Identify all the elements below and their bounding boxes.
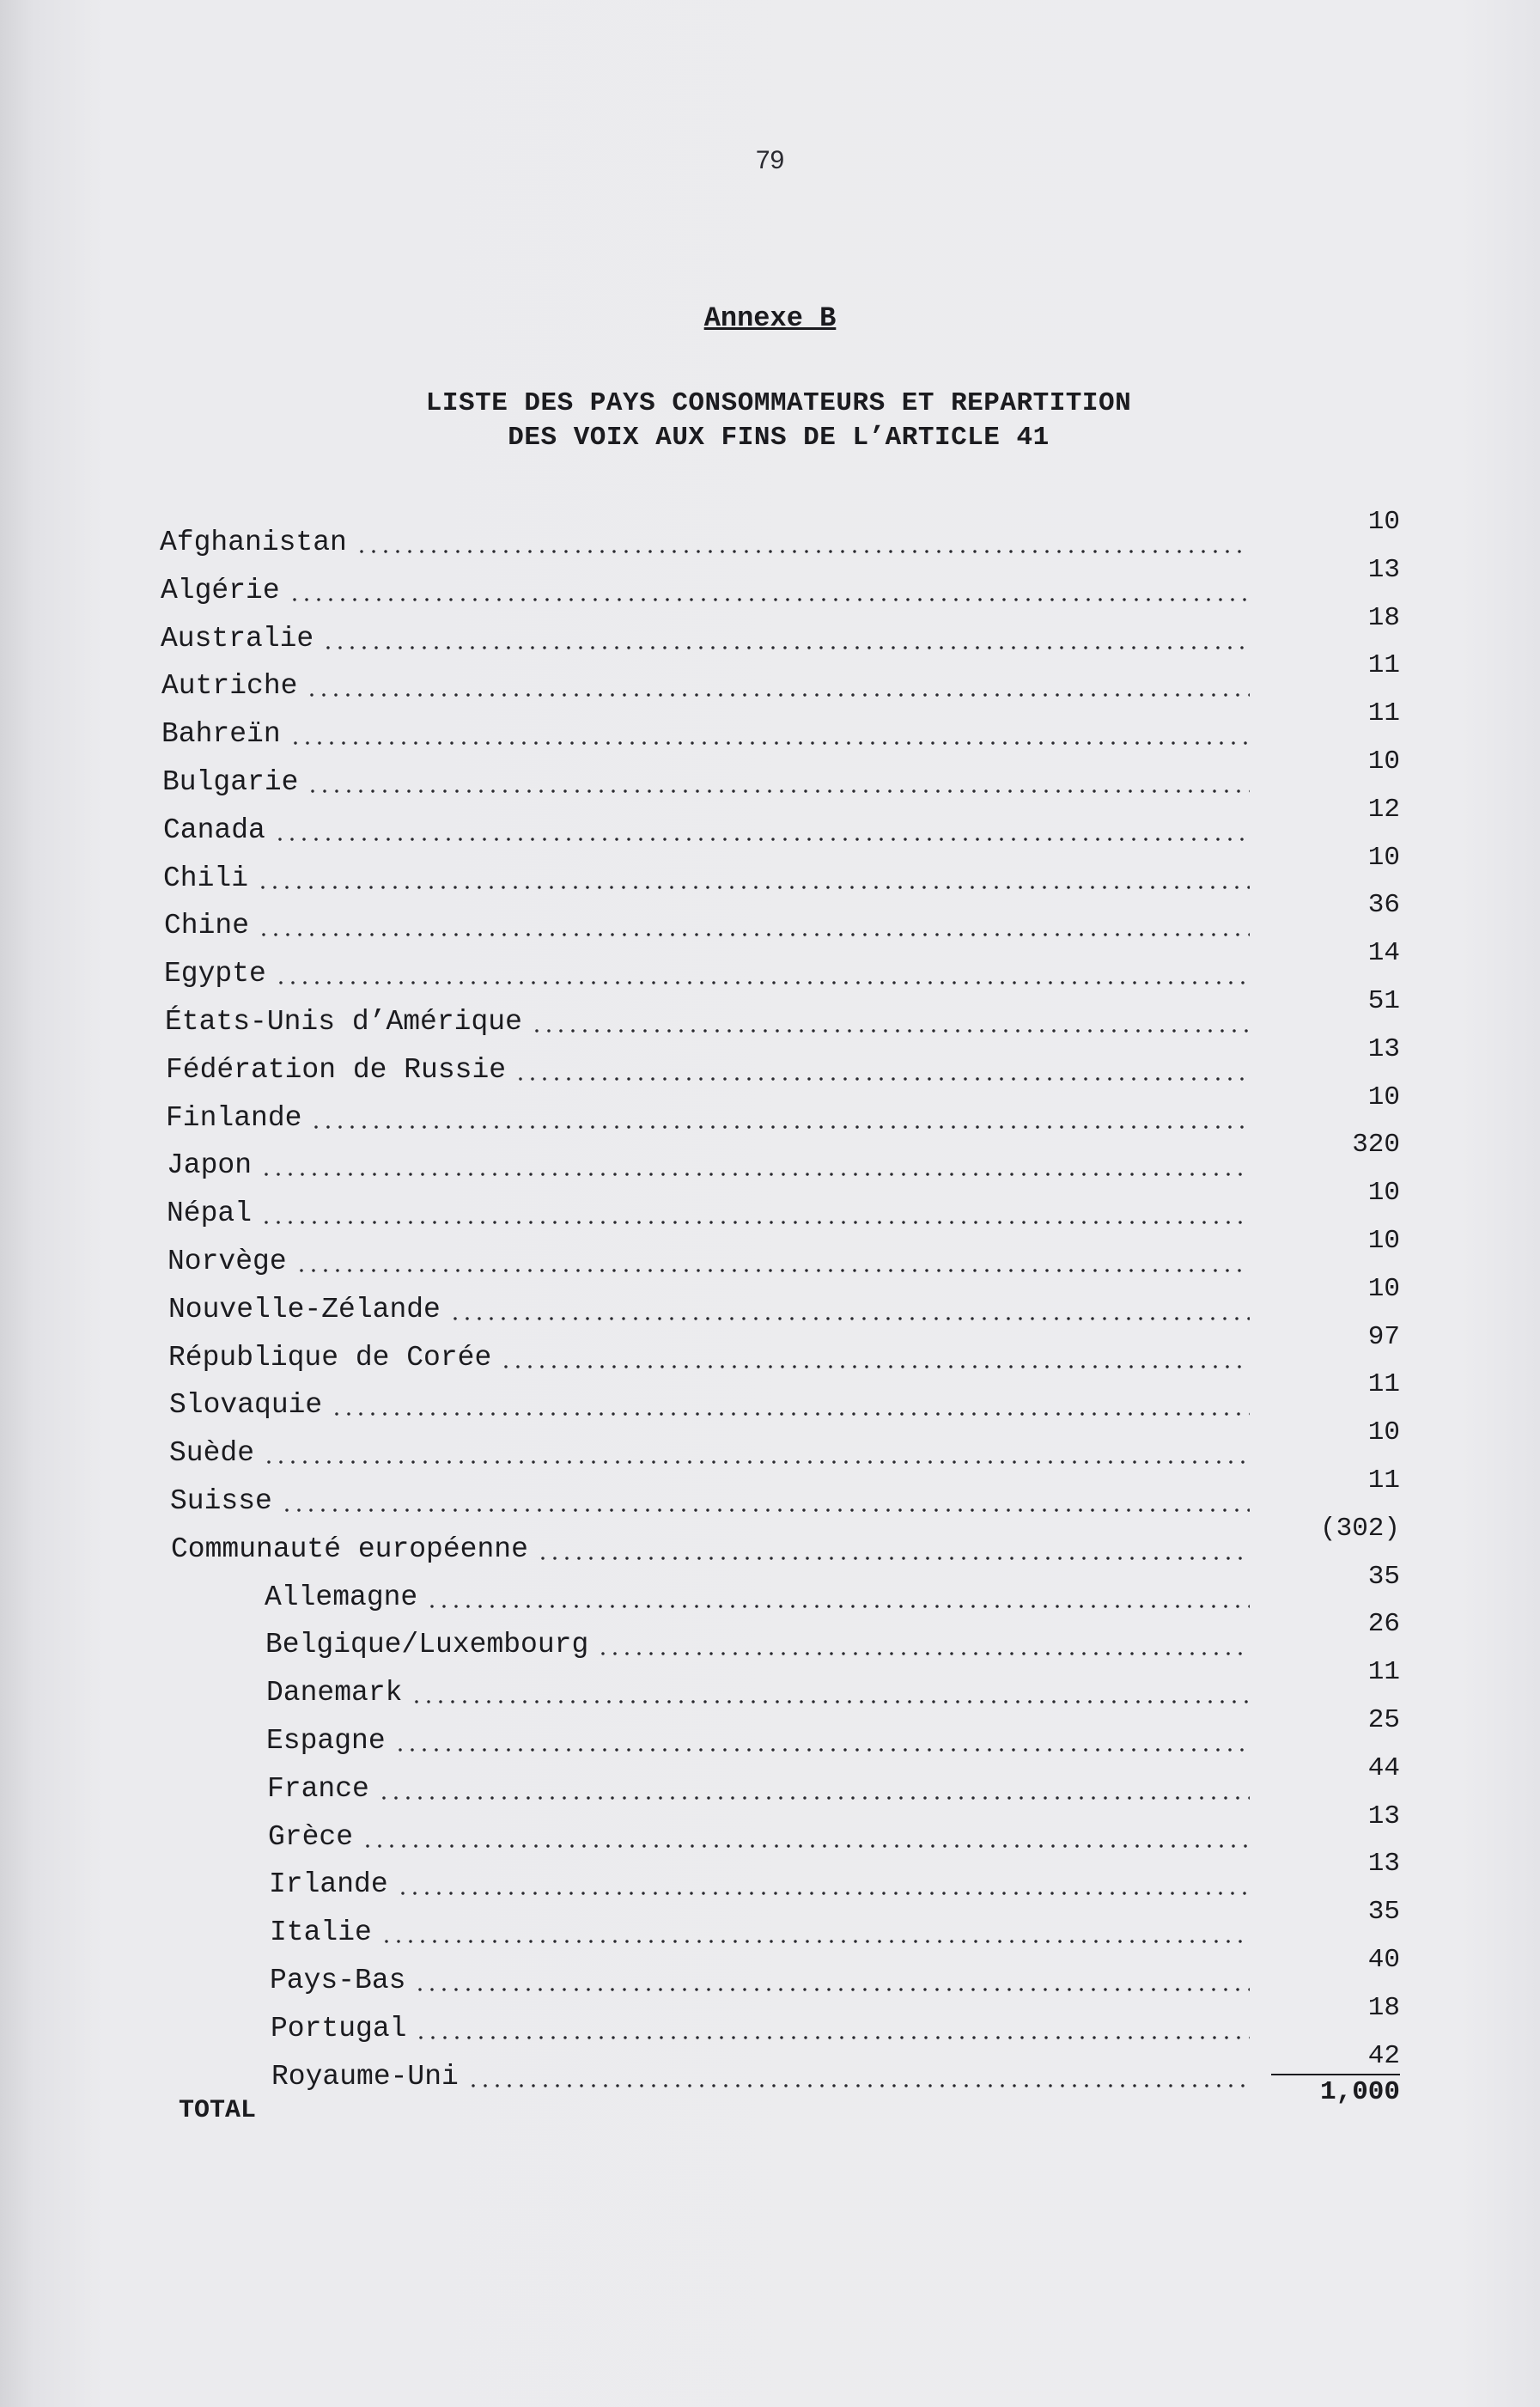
country-votes: 10 bbox=[1367, 1273, 1400, 1304]
ec-member-name: Portugal bbox=[271, 2012, 407, 2044]
country-row bbox=[166, 1051, 1250, 1089]
ec-member-row bbox=[268, 1819, 1250, 1856]
ec-member-name: Grèce bbox=[268, 1820, 354, 1853]
country-votes: 11 bbox=[1367, 650, 1400, 681]
ec-member-row bbox=[265, 1626, 1250, 1664]
leader-dots bbox=[260, 1147, 1250, 1185]
country-name: Bulgarie bbox=[162, 766, 299, 798]
country-row bbox=[161, 716, 1250, 753]
country-votes: 11 bbox=[1367, 1369, 1400, 1400]
country-votes: 13 bbox=[1367, 1033, 1400, 1064]
country-votes: 320 bbox=[1352, 1130, 1400, 1161]
country-row bbox=[164, 907, 1250, 945]
ec-member-row bbox=[269, 1866, 1250, 1904]
country-name: Canada bbox=[163, 814, 265, 846]
country-votes: 97 bbox=[1367, 1321, 1400, 1352]
country-votes: 10 bbox=[1367, 746, 1400, 777]
ec-member-name: Danemark bbox=[266, 1677, 403, 1709]
ec-member-name: Belgique/Luxembourg bbox=[265, 1629, 589, 1661]
country-name: Autriche bbox=[161, 670, 298, 703]
country-row bbox=[164, 955, 1250, 993]
ec-member-row bbox=[270, 1914, 1250, 1952]
country-votes: 11 bbox=[1367, 1466, 1400, 1496]
ec-member-row bbox=[271, 2010, 1250, 2048]
country-name: Australie bbox=[161, 622, 314, 655]
leader-dots bbox=[331, 1386, 1250, 1424]
ec-member-name: Allemagne bbox=[265, 1581, 418, 1613]
ec-member-votes: 26 bbox=[1367, 1609, 1400, 1640]
country-row bbox=[166, 1100, 1250, 1137]
leader-dots bbox=[362, 1819, 1250, 1856]
country-name: Algérie bbox=[161, 574, 280, 606]
country-row bbox=[163, 812, 1250, 850]
country-row bbox=[167, 1243, 1250, 1281]
country-row bbox=[163, 860, 1250, 898]
country-name: Afghanistan bbox=[160, 527, 347, 558]
leader-dots bbox=[597, 1626, 1250, 1664]
country-votes: 13 bbox=[1367, 554, 1400, 585]
leader-dots bbox=[411, 1674, 1250, 1712]
country-row bbox=[165, 1003, 1250, 1041]
ec-member-row bbox=[267, 1770, 1250, 1808]
country-name: Japon bbox=[167, 1149, 253, 1182]
leader-dots bbox=[289, 716, 1250, 753]
country-votes: 10 bbox=[1367, 1417, 1400, 1448]
leader-dots bbox=[537, 1531, 1250, 1569]
ec-member-votes: 40 bbox=[1367, 1945, 1400, 1975]
ec-member-votes: 42 bbox=[1271, 2039, 1400, 2075]
ec-member-name: Royaume-Uni bbox=[271, 2060, 459, 2093]
ec-member-name: Irlande bbox=[269, 1868, 388, 1901]
country-votes: (302) bbox=[1319, 1513, 1400, 1544]
country-row bbox=[168, 1339, 1250, 1377]
country-row bbox=[168, 1291, 1250, 1329]
ec-member-row bbox=[266, 1722, 1250, 1760]
total-label: TOTAL bbox=[179, 2096, 257, 2125]
page-number: 79 bbox=[755, 146, 785, 174]
ec-member-row bbox=[266, 1674, 1250, 1712]
country-votes: 36 bbox=[1367, 890, 1400, 921]
leader-dots bbox=[289, 572, 1250, 610]
country-name: Népal bbox=[167, 1197, 253, 1230]
country-name: République de Corée bbox=[168, 1341, 492, 1374]
leader-dots bbox=[281, 1483, 1250, 1520]
leader-dots bbox=[307, 764, 1250, 801]
total-value: 1,000 bbox=[1319, 2077, 1400, 2107]
ec-member-name: Italie bbox=[270, 1916, 372, 1949]
leader-dots bbox=[295, 1243, 1250, 1281]
country-votes: 10 bbox=[1367, 1082, 1400, 1112]
country-name: États-Unis d’Amérique bbox=[165, 1006, 522, 1038]
country-votes: 10 bbox=[1367, 842, 1400, 873]
leader-dots bbox=[380, 1914, 1250, 1952]
annex-title: Annexe B bbox=[703, 302, 837, 334]
country-name: Suisse bbox=[170, 1485, 272, 1517]
country-row bbox=[167, 1147, 1250, 1185]
ec-member-votes: 25 bbox=[1367, 1705, 1400, 1735]
country-name: Egypte bbox=[164, 958, 266, 990]
country-row bbox=[161, 667, 1250, 705]
country-votes: 11 bbox=[1367, 698, 1400, 729]
country-name: Norvège bbox=[167, 1246, 287, 1277]
country-row bbox=[161, 572, 1250, 610]
country-votes: 14 bbox=[1367, 938, 1400, 969]
country-row bbox=[160, 524, 1250, 562]
ec-member-votes: 13 bbox=[1367, 1849, 1400, 1880]
country-votes: 10 bbox=[1367, 1226, 1400, 1256]
ec-member-votes: 44 bbox=[1367, 1752, 1400, 1783]
country-name: Suède bbox=[169, 1437, 255, 1470]
country-row bbox=[161, 620, 1250, 658]
leader-dots bbox=[257, 860, 1250, 898]
country-name: Nouvelle-Zélande bbox=[168, 1293, 441, 1325]
leader-dots bbox=[426, 1579, 1250, 1617]
leader-dots bbox=[415, 2010, 1250, 2048]
country-row bbox=[170, 1483, 1250, 1520]
country-votes: 51 bbox=[1367, 986, 1400, 1016]
country-votes: 18 bbox=[1367, 602, 1400, 633]
country-row bbox=[162, 764, 1250, 801]
leader-dots bbox=[274, 812, 1250, 850]
ec-member-votes: 11 bbox=[1367, 1657, 1400, 1688]
ec-member-votes: 35 bbox=[1367, 1561, 1400, 1592]
country-row bbox=[169, 1386, 1250, 1424]
leader-dots bbox=[258, 907, 1250, 945]
leader-dots bbox=[531, 1003, 1250, 1041]
leader-dots bbox=[322, 620, 1250, 658]
leader-dots bbox=[263, 1435, 1250, 1472]
ec-member-row bbox=[271, 2058, 1250, 2096]
ec-member-row bbox=[265, 1579, 1250, 1617]
country-row bbox=[169, 1435, 1250, 1472]
country-votes: 10 bbox=[1367, 507, 1400, 537]
leader-dots bbox=[449, 1291, 1250, 1329]
country-name: Chine bbox=[164, 910, 250, 942]
leader-dots bbox=[378, 1770, 1250, 1808]
leader-dots bbox=[514, 1051, 1250, 1089]
country-name: Fédération de Russie bbox=[166, 1053, 507, 1086]
country-votes: 12 bbox=[1367, 794, 1400, 825]
leader-dots bbox=[467, 2058, 1250, 2096]
ec-member-name: Pays-Bas bbox=[270, 1965, 406, 1996]
country-name: Chili bbox=[163, 862, 249, 894]
ec-member-row bbox=[270, 1962, 1250, 2000]
leader-dots bbox=[397, 1866, 1250, 1904]
list-heading-line-1: LISTE DES PAYS CONSOMMATEURS ET REPARTITION bbox=[425, 388, 1132, 418]
leader-dots bbox=[310, 1100, 1250, 1137]
ec-member-name: Espagne bbox=[266, 1725, 386, 1757]
country-row bbox=[171, 1531, 1250, 1569]
list-heading-line-2: DES VOIX AUX FINS DE L’ARTICLE 41 bbox=[508, 423, 1050, 453]
ec-member-votes: 13 bbox=[1367, 1801, 1400, 1831]
ec-member-name: France bbox=[267, 1772, 369, 1805]
ec-member-votes: 35 bbox=[1367, 1897, 1400, 1928]
country-name: Finlande bbox=[166, 1101, 302, 1134]
leader-dots bbox=[394, 1722, 1250, 1760]
leader-dots bbox=[260, 1195, 1250, 1233]
country-votes: 10 bbox=[1367, 1178, 1400, 1209]
leader-dots bbox=[500, 1339, 1250, 1377]
ec-member-votes: 18 bbox=[1367, 1992, 1400, 2023]
country-row bbox=[167, 1195, 1250, 1233]
leader-dots bbox=[306, 667, 1250, 705]
leader-dots bbox=[275, 955, 1250, 993]
leader-dots bbox=[414, 1962, 1250, 2000]
country-name: Slovaquie bbox=[169, 1389, 323, 1422]
country-name: Bahreïn bbox=[161, 718, 281, 751]
leader-dots bbox=[356, 524, 1250, 562]
country-name: Communauté européenne bbox=[171, 1533, 528, 1565]
